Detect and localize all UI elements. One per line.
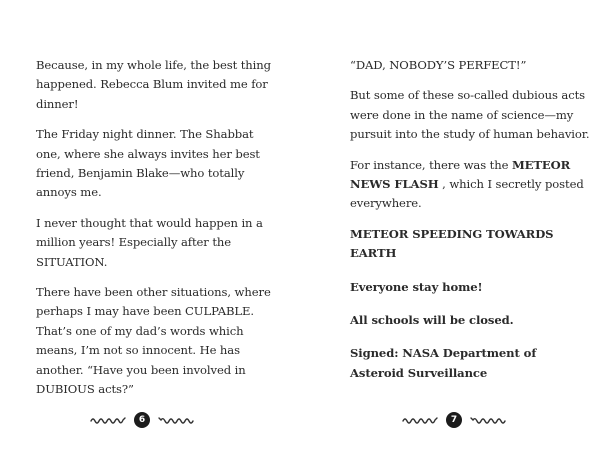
paragraph: The Friday night dinner. The Shabbat one, where she always invites her best friend, Benjamin Blake—who totally annoys me. <box>36 127 260 200</box>
squiggle-ornament-icon <box>470 416 506 424</box>
page-footer <box>392 410 516 430</box>
page-number-badge: 7 <box>446 412 462 428</box>
news-flash-line: All schools will be closed. <box>350 313 514 328</box>
page-footer <box>80 410 204 430</box>
bold-term: METEOR NEWS FLASH <box>350 157 571 192</box>
right-page <box>300 0 600 450</box>
paragraph: I never thought that would happen in a million years! Especially after the SITUATION. <box>36 215 263 269</box>
news-flash-signature: Signed: NASA Department of Asteroid Surveillance <box>350 346 537 380</box>
squiggle-ornament-icon <box>158 416 194 424</box>
text-run: , which I secretly posted everywhere. <box>350 177 584 211</box>
paragraph <box>350 156 590 214</box>
dialogue-line: “DAD, NOBODY’S PERFECT!” <box>350 58 527 72</box>
squiggle-ornament-icon <box>402 416 438 424</box>
news-flash-line: Everyone stay home! <box>350 279 483 294</box>
paragraph: There have been other situations, where perhaps I may have been CULPABLE. That’s one of my dad’s words which means, I’m not so innocent. He has another. “Have you been involved in DUBIOUS acts?” <box>36 285 271 397</box>
paragraph: But some of these so-called dubious acts were done in the name of science—my pursuit into the study of human behavior. <box>350 88 590 142</box>
right-page-text <box>350 56 590 397</box>
page-number-badge: 6 <box>134 412 150 428</box>
text-run: For instance, there was the <box>350 157 512 172</box>
paragraph: Because, in my whole life, the best thing happened. Rebecca Blum invited me for dinner! <box>36 58 271 111</box>
news-flash-headline: METEOR SPEEDING TOWARDS EARTH <box>350 226 554 261</box>
left-page-text <box>36 56 276 411</box>
squiggle-ornament-icon <box>90 416 126 424</box>
